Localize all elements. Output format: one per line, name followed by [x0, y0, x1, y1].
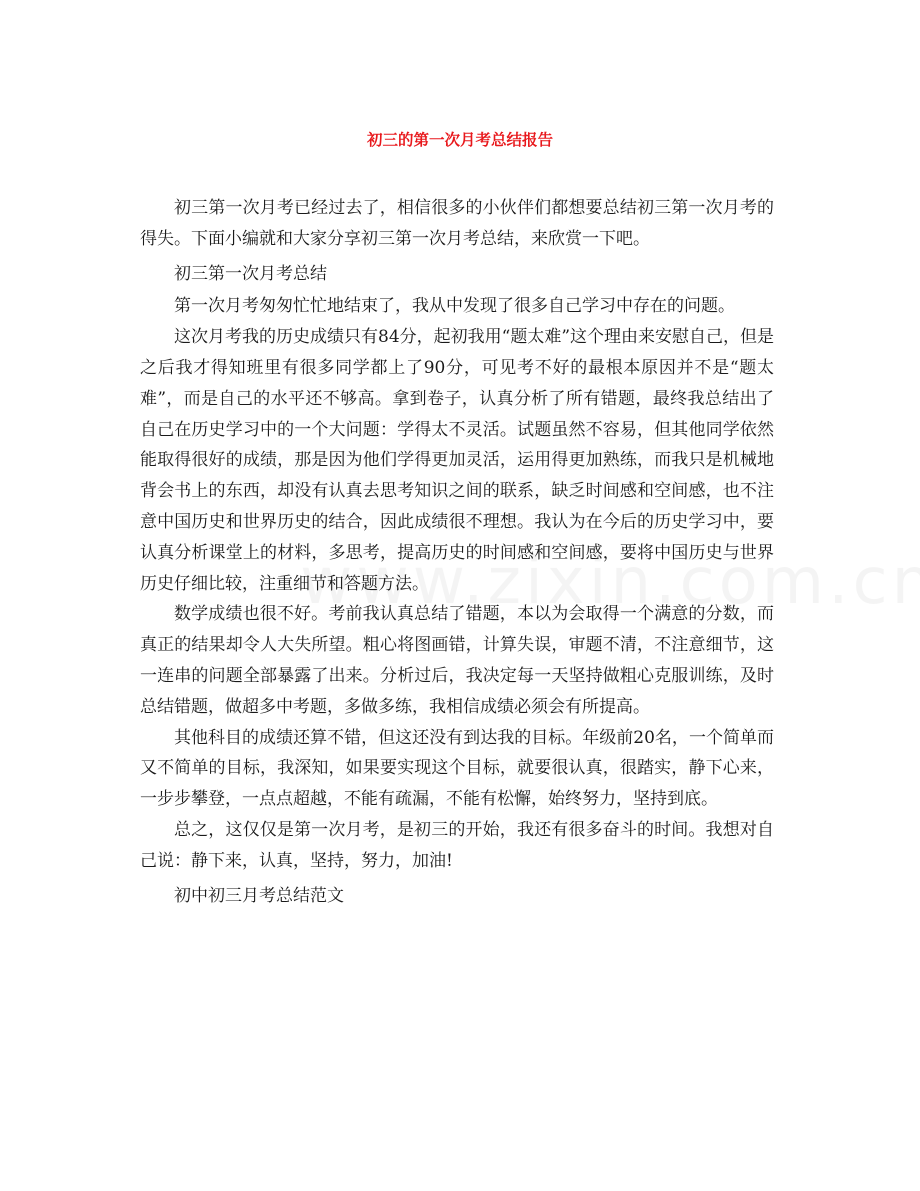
body-paragraph: 总之，这仅仅是第一次月考，是初三的开始，我还有很多奋斗的时间。我想对自己说：静下来，认真，坚持，努力，加油!	[140, 819, 774, 871]
section-heading: 初中初三月考总结范文	[174, 885, 344, 906]
body-paragraph: 数学成绩也很不好。考前我认真总结了错题，本以为会取得一个满意的分数，而真正的结果却令人大失所望。粗心将图画错，计算失误，审题不清，不注意细节，这一连串的问题全部暴露了出来。分析过后，我决定每一天坚持做粗心克服训练，及时总结错题，做超多中考题，多做多练，我相信成绩必须会有所提高。	[140, 604, 774, 717]
document-title: 初三的第一次月考总结报告	[366, 130, 553, 149]
document-body	[140, 190, 774, 913]
intro-paragraph: 初三第一次月考已经过去了，相信很多的小伙伴们都想要总结初三第一次月考的得失。下面小编就和大家分享初三第一次月考总结，来欣赏一下吧。	[140, 198, 774, 249]
body-paragraph: 其他科目的成绩还算不错，但这还没有到达我的目标。年级前20名，一个简单而又不简单的目标，我深知，如果要实现这个目标，就要很认真，很踏实，静下心来，一步步攀登，一点点超越，不能有疏漏，不能有松懈，始终努力，坚持到底。	[140, 727, 774, 810]
body-paragraph: 这次月考我的历史成绩只有84分，起初我用“题太难”这个理由来安慰自己，但是之后我才得知班里有很多同学都上了90分，可见考不好的最根本原因并不是“题太难”，而是自己的水平还不够高。拿到卷子，认真分析了所有错题，最终我总结出了自己在历史学习中的一个大问题：学得太不灵活。试题虽然不容易，但其他同学依然能取得很好的成绩，那是因为他们学得更加灵活，运用得更加熟练，而我只是机械地背会书上的东西，却没有认真去思考知识之间的联系，缺乏时间感和空间感，也不注意中国历史和世界历史的结合，因此成绩很不理想。我认为在今后的历史学习中，要认真分析课堂上的材料，多思考，提高历史的时间感和空间感，要将中国历史与世界历史仔细比较，注重细节和答题方法。	[140, 327, 775, 594]
body-paragraph: 第一次月考匆匆忙忙地结束了，我从中发现了很多自己学习中存在的问题。	[174, 296, 735, 317]
section-heading: 初三第一次月考总结	[174, 263, 327, 284]
